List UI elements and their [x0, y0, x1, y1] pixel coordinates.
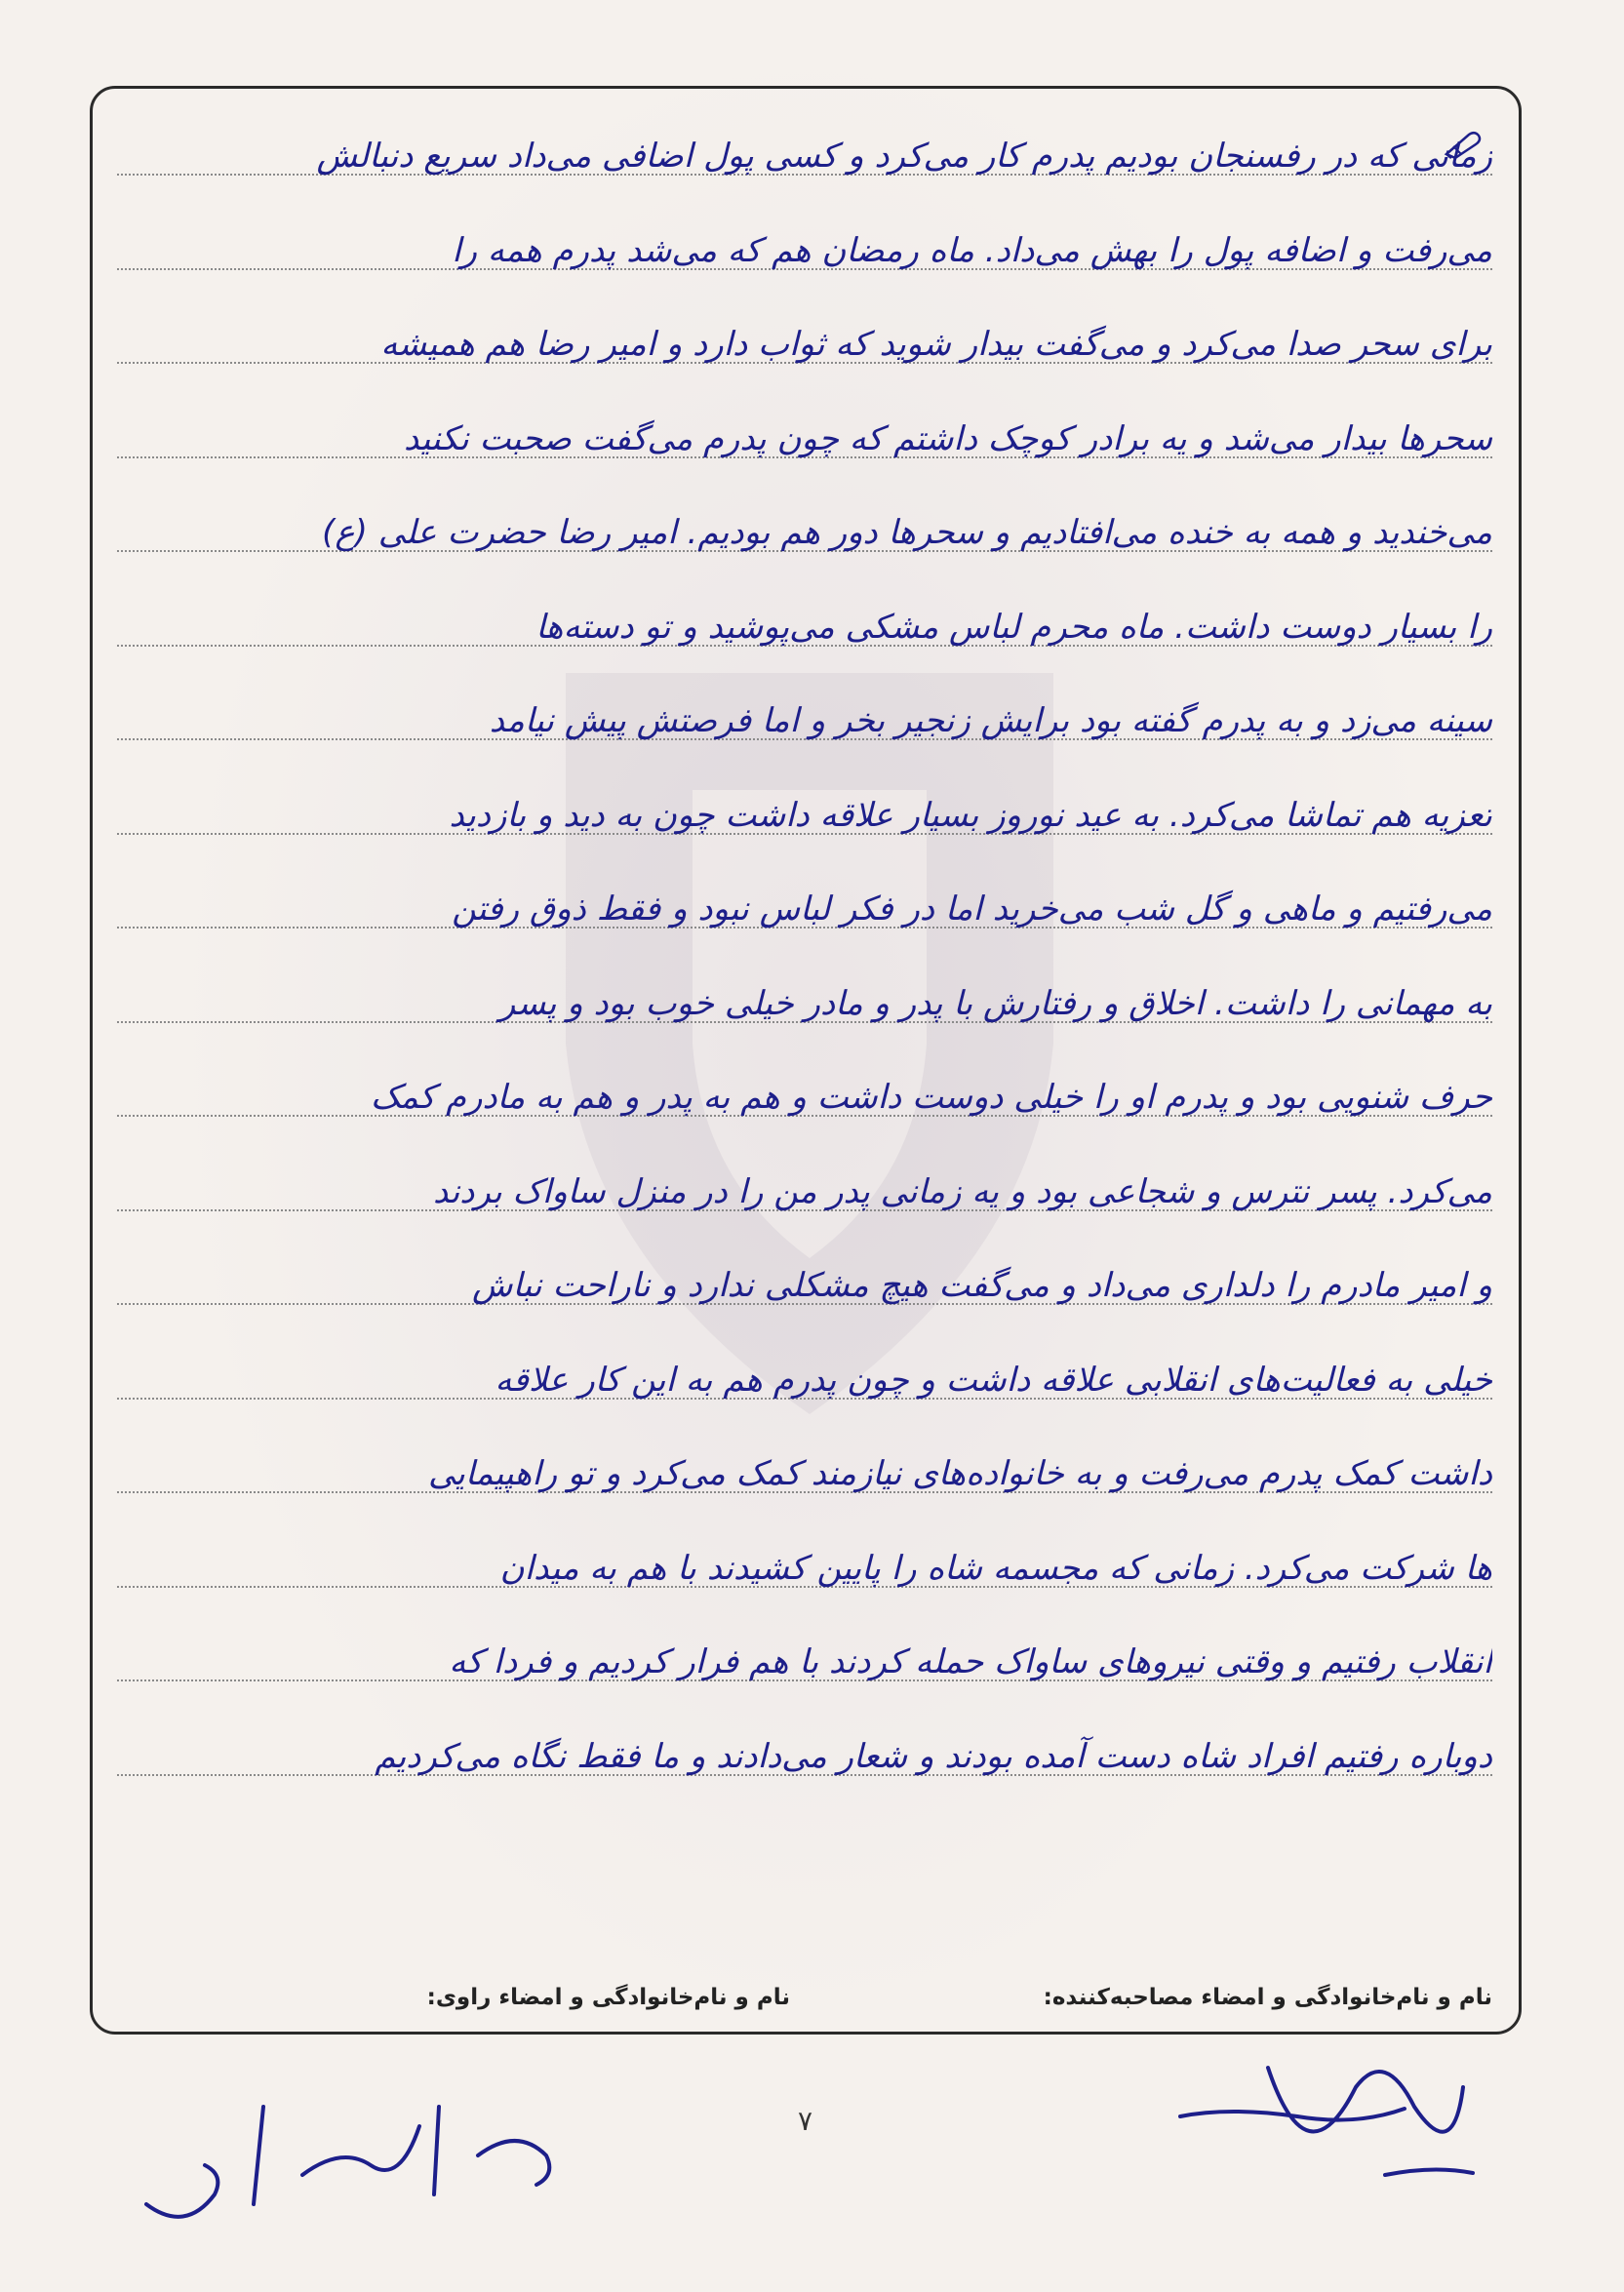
handwritten-line: می‌رفتیم و ماهی و گل شب می‌خرید اما در فکر لباس نبود و فقط ذوق رفتن: [452, 889, 1492, 929]
page-number: ۷: [798, 2105, 813, 2137]
handwritten-line: سحرها بیدار می‌شد و یه برادر کوچک داشتم که چون پدرم می‌گفت صحبت نکنید: [404, 418, 1492, 458]
handwritten-line: زمانی که در رفسنجان بودیم پدرم کار می‌کرد و کسی پول اضافی می‌داد سریع دنبالش: [316, 137, 1492, 176]
handwritten-line: می‌خندید و همه به خنده می‌افتادیم و سحرها دور هم بودیم. امیر رضا حضرت علی (ع): [322, 513, 1492, 552]
interviewer-signature-label: نام و نام‌خانوادگی و امضاء مصاحبه‌کننده:: [1043, 1985, 1492, 2010]
handwritten-line: ها شرکت می‌کرد. زمانی که مجسمه شاه را پایین کشیدند با هم به میدان: [499, 1548, 1492, 1588]
handwritten-body: [107, 109, 1492, 1803]
handwritten-line: سینه می‌زد و به پدرم گفته بود برایش زنجیر بخر و اما فرصتش پیش نیامد: [489, 701, 1492, 740]
handwritten-line: به مهمانی را داشت. اخلاق و رفتارش با پدر و مادر خیلی خوب بود و پسر: [498, 983, 1492, 1023]
narrator-signature: [127, 2068, 566, 2243]
handwritten-line: را بسیار دوست داشت. ماه محرم لباس مشکی می‌پوشید و تو دسته‌ها: [535, 607, 1492, 647]
handwritten-line: تعزیه هم تماشا می‌کرد. به عید نوروز بسیار علاقه داشت چون به دید و بازدید: [449, 795, 1492, 835]
narrator-signature-label: نام و نام‌خانوادگی و امضاء راوی:: [426, 1985, 790, 2010]
interviewer-signature: [1161, 2048, 1483, 2194]
handwritten-line: برای سحر صدا می‌کرد و می‌گفت بیدار شوید که ثواب دارد و امیر رضا هم همیشه: [380, 325, 1492, 364]
handwritten-line: دوباره رفتیم افراد شاه دست آمده بودند و شعار می‌دادند و ما فقط نگاه می‌کردیم: [375, 1736, 1492, 1776]
signature-labels-row: [117, 1985, 1492, 2024]
handwritten-line: خیلی به فعالیت‌های انقلابی علاقه داشت و چون پدرم هم به این کار علاقه: [495, 1360, 1492, 1400]
handwritten-line: می‌کرد. پسر نترس و شجاعی بود و یه زمانی پدر من را در منزل ساواک بردند: [432, 1171, 1492, 1211]
handwritten-line: داشت کمک پدرم می‌رفت و به خانواده‌های نیازمند کمک می‌کرد و تو راهپیمایی: [428, 1454, 1492, 1493]
handwritten-line: حرف شنویی بود و پدرم او را خیلی دوست داشت و هم به پدر و هم به مادرم کمک: [370, 1078, 1492, 1117]
handwritten-line: و امیر مادرم را دلداری می‌داد و می‌گفت هیچ مشکلی ندارد و ناراحت نباش: [472, 1266, 1492, 1305]
handwritten-line: انقلاب رفتیم و وقتی نیروهای ساواک حمله کردند با هم فرار کردیم و فردا که: [449, 1642, 1492, 1681]
handwritten-line: می‌رفت و اضافه پول را بهش می‌داد. ماه رمضان هم که می‌شد پدرم همه را: [452, 230, 1492, 270]
